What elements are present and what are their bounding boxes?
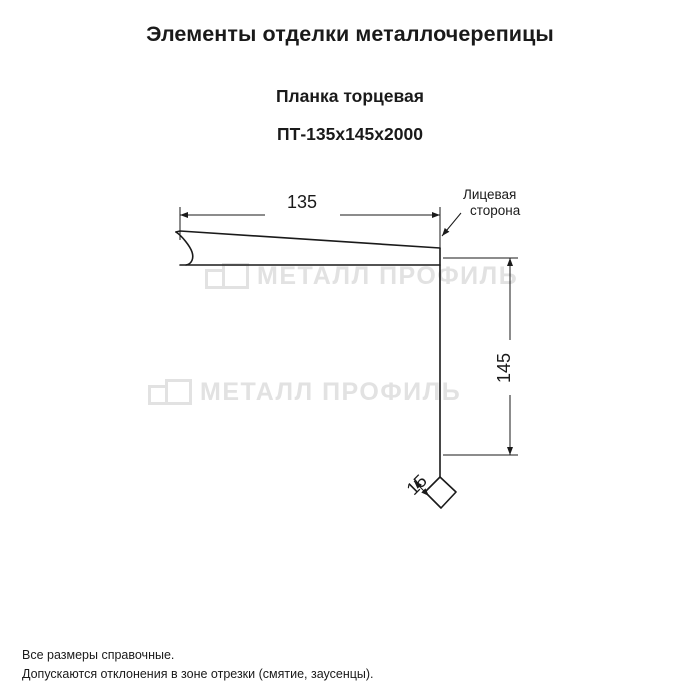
profile-outline (176, 231, 456, 508)
dimension-height-label: 145 (494, 352, 514, 384)
watermark-text: МЕТАЛЛ ПРОФИЛЬ (257, 262, 519, 290)
page-title: Элементы отделки металлочерепицы (146, 22, 554, 46)
face-side-leader (442, 213, 461, 236)
dimension-bend-label: 15 (402, 470, 431, 499)
dimension-width-label: 135 (286, 192, 318, 212)
product-name: Планка торцевая (275, 86, 425, 106)
watermark-text: МЕТАЛЛ ПРОФИЛЬ (200, 378, 462, 406)
dimension-width-135 (180, 207, 440, 248)
face-side-label-line2: сторона (470, 203, 521, 218)
footer-note-2: Допускаются отклонения в зоне отрезки (смятие, заусенцы). (22, 667, 374, 681)
footer-notes (22, 646, 374, 684)
footer-note-1: Все размеры справочные. (22, 648, 175, 662)
face-side-label-line1: Лицевая (463, 187, 517, 202)
product-code: ПТ-135х145х2000 (277, 124, 423, 144)
